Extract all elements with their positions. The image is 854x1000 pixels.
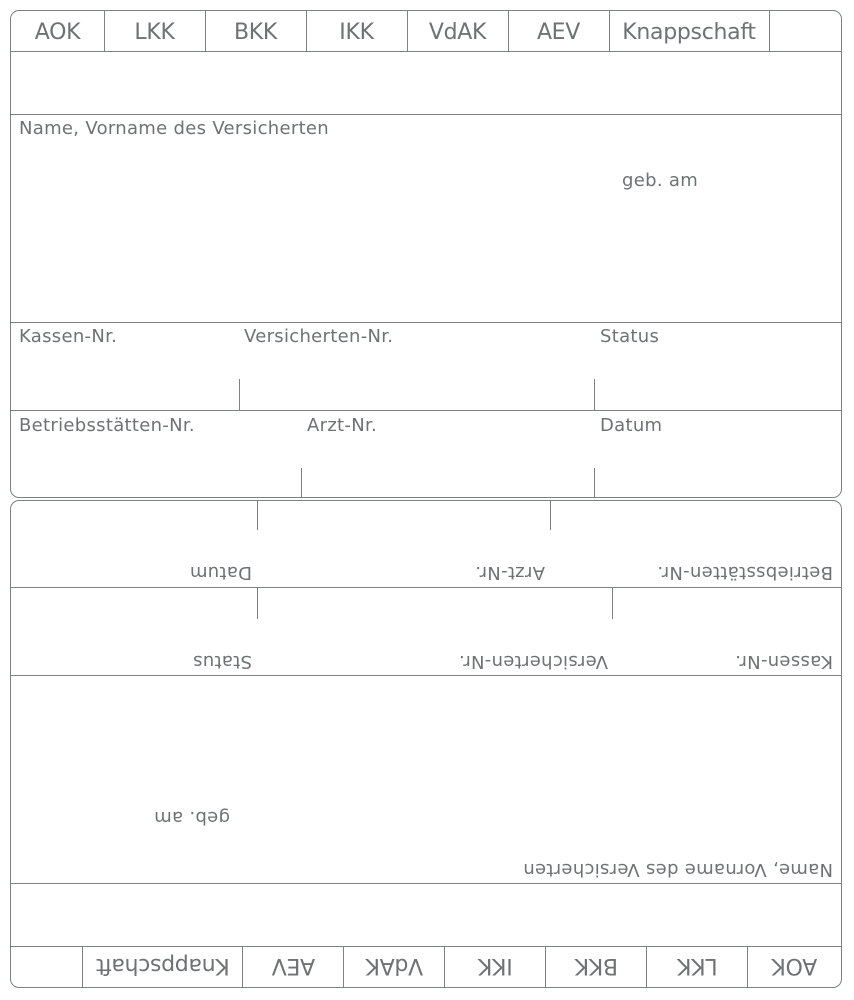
insurer-bkk[interactable]: BKK [233,20,278,45]
status-label: Status [600,326,660,347]
divider [11,587,841,588]
name-field[interactable] [11,676,841,883]
datum-label: Datum [189,562,252,583]
birth-date-label: geb. am [622,170,699,191]
betriebsstaetten-nr-label: Betriebsstätten-Nr. [19,415,195,436]
birth-date-label: geb. am [153,807,230,828]
name-field[interactable] [11,115,841,322]
insurer-knappschaft[interactable]: Knappschaft [622,20,756,45]
insurer-bkk[interactable]: BKK [574,953,619,978]
insurer-lkk[interactable]: LKK [134,20,175,45]
kassen-nr-label: Kassen-Nr. [19,326,118,347]
tab-separator [82,947,83,987]
field-tick [257,588,258,619]
insurer-knappschaft[interactable]: Knappschaft [96,953,230,978]
tab-separator [769,11,770,51]
insurer-lkk[interactable]: LKK [677,953,718,978]
blank-row[interactable] [11,884,841,946]
insurer-ikk[interactable]: IKK [339,20,374,45]
name-label: Name, Vorname des Versicherten [522,859,833,880]
versicherten-nr-label: Versicherten-Nr. [458,651,608,672]
name-label: Name, Vorname des Versicherten [19,118,330,139]
blank-row[interactable] [11,52,841,114]
betriebsstaetten-nr-label: Betriebsstätten-Nr. [657,562,833,583]
insurer-aev[interactable]: AEV [271,953,316,978]
field-tick [594,379,595,410]
insurer-ikk[interactable]: IKK [478,953,513,978]
insurer-vdak[interactable]: VdAK [428,20,487,45]
arzt-nr-label: Arzt-Nr. [307,415,378,436]
field-tick [612,588,613,619]
insurer-aok[interactable]: AOK [771,953,818,978]
insurer-aok[interactable]: AOK [34,20,81,45]
arzt-nr-label: Arzt-Nr. [474,562,545,583]
kassen-nr-label: Kassen-Nr. [734,651,833,672]
divider [11,675,841,676]
divider [11,883,841,884]
insurer-vdak[interactable]: VdAK [365,953,424,978]
field-tick [301,468,302,498]
versicherten-nr-label: Versicherten-Nr. [244,326,394,347]
field-tick [239,379,240,410]
datum-label: Datum [600,415,663,436]
field-tick [594,468,595,498]
field-tick [257,500,258,530]
card-bottom [10,500,842,988]
field-tick [550,500,551,530]
status-label: Status [192,651,252,672]
card-top [10,10,842,498]
insurer-aev[interactable]: AEV [536,20,581,45]
divider [11,946,841,947]
